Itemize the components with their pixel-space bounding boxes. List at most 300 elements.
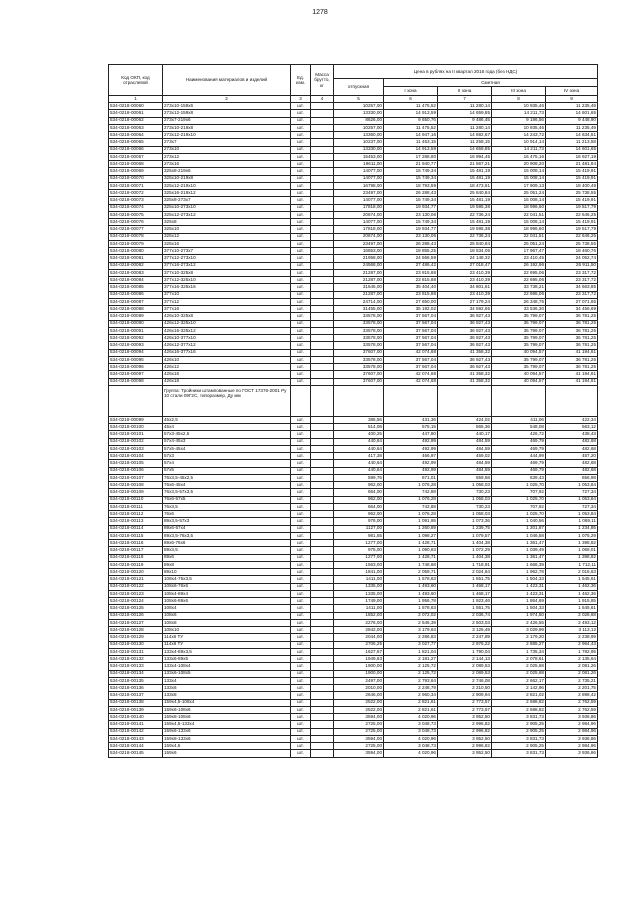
cell-code: 534-0218-00079 [109,240,163,247]
table-row [109,269,598,276]
cell-name: 76х6 [163,511,291,518]
cell-zone-1: 2 181,27 [384,656,438,663]
cell-mass [311,619,334,626]
cell-zone-3: 1 025,70 [492,482,546,489]
cell-zone-3: 10 914,14 [492,139,546,146]
cell-unit: шт. [291,699,311,706]
cell-zone-3: 444,99 [492,453,546,460]
cell-unit: шт. [291,335,311,342]
cell-code: 534-0218-00067 [109,153,163,160]
cell-name: 108х6 [163,612,291,619]
cell-zone-4: 1 712,11 [546,561,598,568]
cell-zone-3: 40 094,57 [492,349,546,356]
cell-unit: шт. [291,663,311,670]
cell-mass [311,233,334,240]
cell-name: 426х16-325х12 [163,327,291,334]
cell-unit: шт. [291,648,311,655]
cell-unit: шт. [291,598,311,605]
cell-code: 534-0218-00143 [109,735,163,742]
cell-name: 273х7-219х6 [163,117,291,124]
cell-zone-4: 1 069,11 [546,518,598,525]
cell-mass [311,467,334,474]
cell-otpusk: 1277,00 [334,540,384,547]
cell-zone-1: 23 815,88 [384,269,438,276]
cell-name: 325х16 [163,240,291,247]
cell-name: 89х3,5-57х3 [163,518,291,525]
table-row [109,656,598,663]
cell-unit: шт. [291,561,311,568]
cell-unit: шт. [291,460,311,467]
cell-zone-4: 36 781,25 [546,364,598,371]
cell-zone-3: 2 905,25 [492,728,546,735]
cell-mass [311,598,334,605]
cell-zone-3: 1 201,87 [492,525,546,532]
cell-zone-1: 1 098,27 [384,532,438,539]
cell-code: 534-0218-00095 [109,356,163,363]
cell-zone-4: 1 075,29 [546,532,598,539]
cell-zone-4: 482,68 [546,467,598,474]
cell-mass [311,627,334,634]
cell-zone-4: 1 068,01 [546,547,598,554]
cell-code: 534-0218-00081 [109,255,163,262]
cell-zone-3: 23 410,45 [492,255,546,262]
cell-zone-3: 2 688,82 [492,699,546,706]
cell-zone-2: 15 481,19 [438,175,492,182]
cell-otpusk: 14077,00 [334,175,384,182]
header-otpusk: отпускная [334,79,384,96]
cell-zone-2: 2 036,74 [438,612,492,619]
cell-mass [311,721,334,728]
cell-mass [311,204,334,211]
cell-zone-1: 11 475,52 [384,124,438,131]
table-row [109,496,598,503]
cell-otpusk: 23497,00 [334,190,384,197]
cell-zone-4: 1 398,82 [546,540,598,547]
cell-zone-4: 1 398,82 [546,554,598,561]
cell-zone-3: 411,06 [492,416,546,423]
cell-unit: шт. [291,364,311,371]
cell-zone-2: 14 659,85 [438,110,492,117]
cell-zone-1: 466,97 [384,453,438,460]
table-row [109,605,598,612]
cell-mass [311,110,334,117]
cell-name: 325х12 [163,233,291,240]
cell-zone-4: 2 016,63 [546,569,598,576]
cell-code: 534-0218-00107 [109,474,163,481]
cell-zone-3: 1 361,47 [492,540,546,547]
cell-otpusk: 3594,00 [334,735,384,742]
cell-unit: шт. [291,356,311,363]
table-row [109,146,598,153]
cell-unit: шт. [291,284,311,291]
table-row [109,320,598,327]
cell-zone-1: 42 074,68 [384,349,438,356]
cell-zone-2: 18 473,61 [438,182,492,189]
column-number-row [109,96,598,103]
cell-unit: шт. [291,255,311,262]
cell-zone-2: 565,36 [438,424,492,431]
cell-code: 534-0218-00130 [109,641,163,648]
cell-zone-4: 36 781,25 [546,327,598,334]
cell-code: 534-0218-00113 [109,518,163,525]
cell-otpusk: 400,25 [334,431,384,438]
cell-zone-2: 2 996,82 [438,721,492,728]
cell-otpusk: 19611,00 [334,161,384,168]
cell-unit: шт. [291,262,311,269]
header-zone-1: I зона [384,87,438,96]
cell-zone-3: 1 025,70 [492,496,546,503]
cell-unit: шт. [291,474,311,481]
cell-otpusk: 976,00 [334,518,384,525]
cell-zone-2: 440,17 [438,431,492,438]
cell-otpusk: 1949,63 [334,656,384,663]
cell-zone-1: 1 428,71 [384,554,438,561]
table-row [109,161,598,168]
cell-otpusk: 37607,00 [334,349,384,356]
colnum: 3 [291,96,311,103]
cell-zone-2: 14 659,85 [438,146,492,153]
cell-unit: шт. [291,496,311,503]
cell-unit: шт. [291,103,311,110]
cell-unit: шт. [291,735,311,742]
cell-unit: шт. [291,219,311,226]
cell-zone-2: 2 503,03 [438,619,492,626]
table-row [109,503,598,510]
group-empty-cell [492,385,546,416]
cell-unit: шт. [291,728,311,735]
cell-zone-2: 41 358,32 [438,378,492,385]
cell-zone-4: 23 317,72 [546,277,598,284]
cell-otpusk: 440,64 [334,438,384,445]
cell-otpusk: 17818,00 [334,226,384,233]
cell-zone-1: 24 566,59 [384,255,438,262]
cell-zone-1: 1 493,60 [384,590,438,597]
cell-zone-4: 19 517,79 [546,226,598,233]
cell-mass [311,525,334,532]
cell-otpusk: 962,00 [334,511,384,518]
cell-mass [311,750,334,757]
group-empty-cell [546,385,598,416]
table-row [109,489,598,496]
cell-zone-4: 2 081,26 [546,670,598,677]
cell-code: 534-0218-00112 [109,511,163,518]
cell-zone-1: 575,15 [384,424,438,431]
cell-zone-3: 17 967,47 [492,248,546,255]
cell-code: 534-0218-00083 [109,269,163,276]
cell-name: 325х12-219х10 [163,182,291,189]
cell-unit: шт. [291,342,311,349]
cell-code: 534-0218-00061 [109,110,163,117]
cell-otpusk: 2044,00 [334,634,384,641]
cell-code: 534-0218-00103 [109,445,163,452]
cell-zone-1: 1 956,78 [384,598,438,605]
cell-zone-3: 33 536,30 [492,306,546,313]
cell-mass [311,453,334,460]
cell-zone-3: 35 799,07 [492,335,546,342]
cell-code: 534-0218-00106 [109,467,163,474]
cell-code: 534-0218-00118 [109,554,163,561]
cell-mass [311,561,334,568]
colnum: 1 [109,96,163,103]
cell-mass [311,663,334,670]
cell-zone-3: 35 799,07 [492,342,546,349]
group-empty-cell [311,385,334,416]
cell-unit: шт. [291,569,311,576]
cell-zone-1: 18 793,59 [384,182,438,189]
table-row [109,750,598,757]
cell-zone-4: 9 448,90 [546,117,598,124]
cell-zone-4: 2 135,64 [546,656,598,663]
cell-zone-4: 25 738,55 [546,190,598,197]
cell-name: 426х10 [163,356,291,363]
cell-unit: шт. [291,634,311,641]
cell-zone-2: 484,59 [438,438,492,445]
cell-name: 159х6 [163,750,291,757]
cell-zone-4: 41 194,61 [546,371,598,378]
cell-zone-3: 1 039,49 [492,547,546,554]
table-row [109,313,598,320]
cell-unit: шт. [291,576,311,583]
header-price-title: Цена в рублях на II квартал 2016 года (без НДС) [334,65,598,79]
cell-zone-3: 33 738,21 [492,284,546,291]
cell-unit: шт. [291,313,311,320]
cell-otpusk: 21287,00 [334,277,384,284]
cell-zone-2: 36 927,43 [438,364,492,371]
cell-zone-3: 2 662,17 [492,677,546,684]
cell-unit: шт. [291,692,311,699]
header-smetnaya: Сметная [384,79,598,87]
cell-zone-4: 1 053,84 [546,511,598,518]
cell-otpusk: 21287,00 [334,269,384,276]
cell-zone-3: 469,79 [492,467,546,474]
cell-mass [311,547,334,554]
cell-zone-2: 1 551,75 [438,605,492,612]
table-row [109,349,598,356]
cell-otpusk: 1411,00 [334,576,384,583]
table-row [109,561,598,568]
cell-zone-3: 469,79 [492,438,546,445]
cell-code: 534-0218-00072 [109,190,163,197]
cell-zone-2: 730,23 [438,503,492,510]
cell-zone-3: 2 078,61 [492,656,546,663]
cell-zone-2: 2 909,94 [438,692,492,699]
cell-mass [311,153,334,160]
cell-zone-3: 3 831,73 [492,735,546,742]
cell-zone-2: 1 239,75 [438,525,492,532]
cell-code: 534-0218-00074 [109,204,163,211]
cell-zone-4: 36 781,25 [546,342,598,349]
header-zone-3: III зона [492,87,546,96]
cell-zone-2: 11 280,14 [438,124,492,131]
cell-zone-4: 727,34 [546,489,598,496]
cell-name: 426х12-325х10 [163,320,291,327]
cell-unit: шт. [291,161,311,168]
cell-zone-4: 22 646,25 [546,233,598,240]
cell-zone-4: 2 984,96 [546,721,598,728]
cell-name: 273х10-159х6 [163,103,291,110]
cell-zone-3: 2 426,55 [492,619,546,626]
cell-unit: шт. [291,750,311,757]
cell-zone-3: 35 799,07 [492,364,546,371]
cell-zone-2: 27 179,24 [438,298,492,305]
cell-zone-2: 2 144,13 [438,656,492,663]
cell-zone-4: 36 781,25 [546,320,598,327]
cell-zone-3: 2 821,02 [492,692,546,699]
table-row [109,298,598,305]
header-unit: Ед. изм. [291,65,311,96]
table-row [109,190,598,197]
cell-zone-1: 2 059,71 [384,569,438,576]
cell-zone-4: 457,20 [546,453,598,460]
cell-zone-3: 1 666,39 [492,561,546,568]
cell-mass [311,378,334,385]
cell-otpusk: 15453,00 [334,153,384,160]
colnum: 4 [311,96,334,103]
cell-mass [311,291,334,298]
cell-name: 426х16 [163,371,291,378]
cell-unit: шт. [291,489,311,496]
cell-otpusk: 2646,00 [334,692,384,699]
cell-zone-2: 1 551,75 [438,576,492,583]
cell-otpusk: 2725,00 [334,721,384,728]
cell-zone-2: 1 073,36 [438,518,492,525]
cell-unit: шт. [291,612,311,619]
cell-zone-3: 2 179,20 [492,634,546,641]
cell-zone-2: 36 927,43 [438,335,492,342]
cell-zone-1: 3 048,73 [384,728,438,735]
cell-mass [311,474,334,481]
table-row [109,511,598,518]
cell-mass [311,431,334,438]
cell-code: 534-0218-00060 [109,103,163,110]
cell-mass [311,532,334,539]
cell-zone-1: 23 815,88 [384,291,438,298]
cell-name: 325х16-219х12 [163,190,291,197]
cell-name: 76х3,5-57х3,5 [163,489,291,496]
cell-otpusk: 33578,00 [334,313,384,320]
cell-zone-4: 2 984,96 [546,728,598,735]
cell-zone-1: 1 821,04 [384,648,438,655]
cell-unit: шт. [291,277,311,284]
cell-zone-2: 19 595,38 [438,226,492,233]
cell-zone-3: 1 040,56 [492,518,546,525]
table-row [109,175,598,182]
cell-code: 534-0218-00065 [109,139,163,146]
cell-code: 534-0218-00126 [109,612,163,619]
cell-otpusk: 1852,00 [334,612,384,619]
cell-zone-3: 1 504,33 [492,576,546,583]
cell-otpusk: 14077,00 [334,197,384,204]
group-section [109,385,598,416]
cell-unit: шт. [291,211,311,218]
cell-zone-3: 18 996,60 [492,204,546,211]
cell-name: 325х8-273х7 [163,197,291,204]
cell-zone-4: 36 781,25 [546,335,598,342]
cell-unit: шт. [291,168,311,175]
table-row [109,525,598,532]
cell-name: 426х10-377х10 [163,335,291,342]
cell-code: 534-0218-00110 [109,496,163,503]
cell-zone-4: 21 481,84 [546,161,598,168]
cell-otpusk: 23497,00 [334,240,384,247]
cell-zone-4: 15 419,91 [546,168,598,175]
cell-mass [311,656,334,663]
cell-zone-4: 14 601,65 [546,110,598,117]
cell-zone-1: 1 090,83 [384,547,438,554]
cell-zone-3: 40 094,57 [492,378,546,385]
cell-zone-2: 2 089,53 [438,663,492,670]
cell-otpusk: 1563,00 [334,561,384,568]
cell-zone-1: 4 020,96 [384,750,438,757]
table-row [109,743,598,750]
cell-name: 114х6 ТУ [163,634,291,641]
cell-code: 534-0218-00102 [109,438,163,445]
cell-code: 534-0218-00075 [109,211,163,218]
cell-code: 534-0218-00085 [109,284,163,291]
cell-zone-2: 424,02 [438,416,492,423]
cell-unit: шт. [291,248,311,255]
cell-zone-1: 19 934,77 [384,204,438,211]
cell-zone-4: 2 964,43 [546,641,598,648]
table-row [109,641,598,648]
cell-mass [311,692,334,699]
cell-zone-3: 15 008,14 [492,175,546,182]
cell-name: 273х10 [163,146,291,153]
cell-zone-3: 548,08 [492,424,546,431]
cell-zone-2: 34 801,61 [438,284,492,291]
cell-zone-4: 2 762,59 [546,699,598,706]
cell-otpusk: 33578,00 [334,342,384,349]
cell-unit: шт. [291,641,311,648]
cell-code: 534-0218-00082 [109,262,163,269]
cell-otpusk: 1411,00 [334,605,384,612]
colnum: 2 [163,96,291,103]
cell-unit: шт. [291,132,311,139]
cell-zone-2: 36 927,43 [438,320,492,327]
cell-mass [311,197,334,204]
cell-otpusk: 1900,00 [334,663,384,670]
cell-code: 534-0218-00123 [109,590,163,597]
cell-name: 76х3,5-45х2,5 [163,474,291,481]
cell-zone-3: 26 348,75 [492,298,546,305]
cell-zone-2: 1 058,03 [438,511,492,518]
cell-zone-2: 2 024,64 [438,569,492,576]
cell-zone-1: 2 960,34 [384,692,438,699]
cell-zone-1: 2 821,61 [384,699,438,706]
cell-name: 133х4-89х3,5 [163,648,291,655]
cell-code: 534-0218-00089 [109,313,163,320]
cell-code: 534-0218-00132 [109,656,163,663]
cell-zone-3: 25 051,24 [492,240,546,247]
cell-unit: шт. [291,269,311,276]
cell-name: 273х16 [163,161,291,168]
table-row [109,153,598,160]
cell-zone-2: 9 486,45 [438,117,492,124]
table-row [109,262,598,269]
cell-otpusk: 2497,00 [334,677,384,684]
cell-name: 377х16 [163,306,291,313]
cell-otpusk: 3594,00 [334,750,384,757]
cell-unit: шт. [291,743,311,750]
cell-otpusk: 33578,00 [334,335,384,342]
cell-code: 534-0218-00120 [109,569,163,576]
cell-zone-3: 2 905,25 [492,743,546,750]
cell-zone-1: 14 947,16 [384,132,438,139]
cell-otpusk: 3594,00 [334,714,384,721]
cell-zone-4: 2 984,96 [546,743,598,750]
cell-mass [311,269,334,276]
cell-zone-1: 37 567,04 [384,327,438,334]
